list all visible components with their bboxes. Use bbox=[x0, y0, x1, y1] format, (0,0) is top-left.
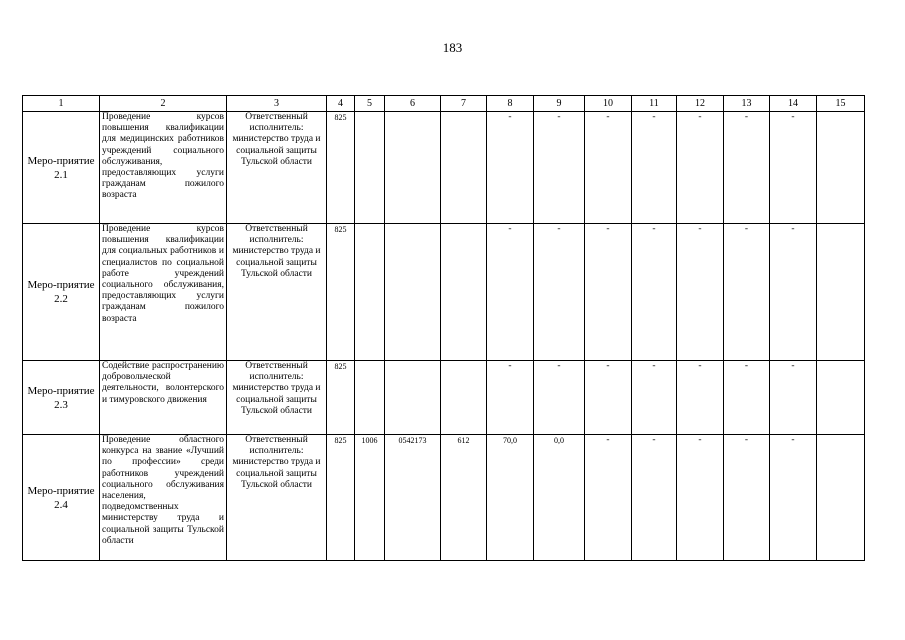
cell-col12: - bbox=[677, 435, 724, 561]
cell-col11: - bbox=[632, 435, 677, 561]
cell-col13: - bbox=[724, 112, 770, 224]
cell-col6: 0542173 bbox=[385, 435, 441, 561]
header-cell: 1 bbox=[23, 96, 100, 112]
cell-col15 bbox=[817, 224, 865, 361]
cell-col4: 825 bbox=[327, 224, 355, 361]
cell-col6 bbox=[385, 224, 441, 361]
cell-col13: - bbox=[724, 361, 770, 435]
cell-col9: - bbox=[534, 224, 585, 361]
responsible-executor: Ответственный исполнитель: министерство труда и социальной защиты Тульской области bbox=[227, 224, 327, 361]
header-cell: 10 bbox=[585, 96, 632, 112]
cell-col14: - bbox=[770, 112, 817, 224]
cell-col15 bbox=[817, 435, 865, 561]
activity-description: Проведение областного конкурса на звание «Лучший по профессии» среди работников учреждений социального обслуживания населения, подведомственных министерству труда и социальной защиты Тульской области bbox=[100, 435, 227, 561]
cell-col6 bbox=[385, 361, 441, 435]
cell-col7 bbox=[441, 112, 487, 224]
cell-col9: 0,0 bbox=[534, 435, 585, 561]
header-cell: 14 bbox=[770, 96, 817, 112]
cell-col4: 825 bbox=[327, 112, 355, 224]
cell-col12: - bbox=[677, 224, 724, 361]
cell-col8: - bbox=[487, 112, 534, 224]
cell-col10: - bbox=[585, 112, 632, 224]
cell-col8: 70,0 bbox=[487, 435, 534, 561]
header-cell: 8 bbox=[487, 96, 534, 112]
cell-col8: - bbox=[487, 224, 534, 361]
cell-col4: 825 bbox=[327, 435, 355, 561]
page-number: 183 bbox=[442, 40, 463, 55]
table-row bbox=[23, 112, 865, 224]
cell-col5 bbox=[355, 224, 385, 361]
header-cell: 7 bbox=[441, 96, 487, 112]
table-row bbox=[23, 361, 865, 435]
cell-col10: - bbox=[585, 435, 632, 561]
header-cell: 11 bbox=[632, 96, 677, 112]
cell-col9: - bbox=[534, 361, 585, 435]
cell-col8: - bbox=[487, 361, 534, 435]
responsible-executor: Ответственный исполнитель: министерство труда и социальной защиты Тульской области bbox=[227, 112, 327, 224]
table-header-row bbox=[23, 96, 865, 112]
cell-col7 bbox=[441, 224, 487, 361]
table-row bbox=[23, 224, 865, 361]
cell-col6 bbox=[385, 112, 441, 224]
activity-label: Меро-приятие 2.1 bbox=[23, 112, 100, 224]
header-cell: 9 bbox=[534, 96, 585, 112]
header-cell: 15 bbox=[817, 96, 865, 112]
activity-description: Проведение курсов повышения квалификации для социальных работников и специалистов по социальной работе учреждений социального обслуживания, предоставляющих услуги гражданам пожилого возраста bbox=[100, 224, 227, 361]
activity-description: Проведение курсов повышения квалификации для медицинских работников учреждений социального обслуживания, предоставляющих услуги гражданам пожилого возраста bbox=[100, 112, 227, 224]
header-cell: 13 bbox=[724, 96, 770, 112]
cell-col12: - bbox=[677, 361, 724, 435]
header-cell: 6 bbox=[385, 96, 441, 112]
header-cell: 3 bbox=[227, 96, 327, 112]
header-cell: 2 bbox=[100, 96, 227, 112]
activity-label: Меро-приятие 2.3 bbox=[23, 361, 100, 435]
header-cell: 4 bbox=[327, 96, 355, 112]
activity-label: Меро-приятие 2.2 bbox=[23, 224, 100, 361]
cell-col15 bbox=[817, 112, 865, 224]
cell-col7 bbox=[441, 361, 487, 435]
cell-col13: - bbox=[724, 224, 770, 361]
budget-table bbox=[22, 95, 865, 561]
activity-description: Содействие распространению добровольческой деятельности, волонтерского и тимуровского движения bbox=[100, 361, 227, 435]
cell-col4: 825 bbox=[327, 361, 355, 435]
responsible-executor: Ответственный исполнитель: министерство труда и социальной защиты Тульской области bbox=[227, 435, 327, 561]
cell-col5 bbox=[355, 112, 385, 224]
cell-col5 bbox=[355, 361, 385, 435]
cell-col12: - bbox=[677, 112, 724, 224]
cell-col14: - bbox=[770, 361, 817, 435]
header-cell: 5 bbox=[355, 96, 385, 112]
cell-col5: 1006 bbox=[355, 435, 385, 561]
cell-col14: - bbox=[770, 435, 817, 561]
cell-col11: - bbox=[632, 112, 677, 224]
cell-col7: 612 bbox=[441, 435, 487, 561]
cell-col10: - bbox=[585, 224, 632, 361]
cell-col13: - bbox=[724, 435, 770, 561]
cell-col14: - bbox=[770, 224, 817, 361]
cell-col9: - bbox=[534, 112, 585, 224]
cell-col11: - bbox=[632, 361, 677, 435]
cell-col15 bbox=[817, 361, 865, 435]
activity-label: Меро-приятие 2.4 bbox=[23, 435, 100, 561]
cell-col10: - bbox=[585, 361, 632, 435]
header-cell: 12 bbox=[677, 96, 724, 112]
cell-col11: - bbox=[632, 224, 677, 361]
responsible-executor: Ответственный исполнитель: министерство труда и социальной защиты Тульской области bbox=[227, 361, 327, 435]
table-row bbox=[23, 435, 865, 561]
